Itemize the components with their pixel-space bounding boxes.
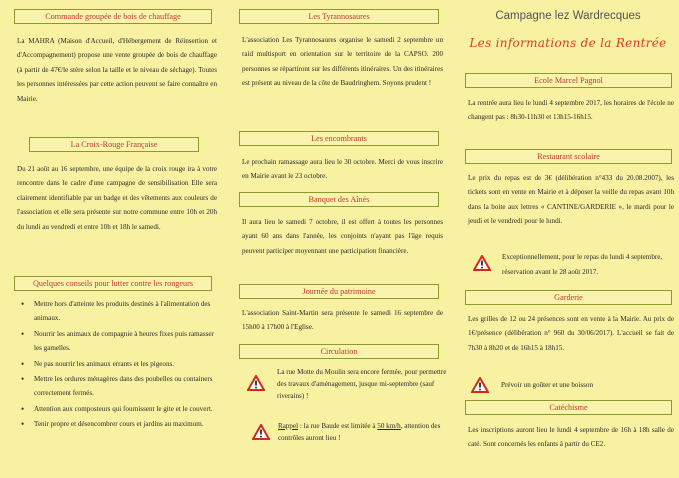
section-title-ecole: Ecole Marcel Pagnol [465,73,672,88]
section-text-catechisme: Les inscriptions auront lieu le lundi 4 septembre de 16h à 18h salle de caté. Sont concernés les enfants à partir du CE2. [468,426,674,449]
warning-icon [471,377,489,393]
restaurant-warning: Exceptionnellement, pour le repas du lundi 4 septembre, réservation avant le 28 août 2017. [502,253,663,276]
section-title-catechisme: Catéchisme [465,400,672,415]
circulation-warning-baude [278,420,448,444]
list-item: • Mettre hors d'atteinte les produits destinés à l'alimentation des animaux. [18,297,217,326]
rappel-label: Rappel [278,422,299,430]
rappel-text-a: : la rue Baude est limitée à [298,422,378,430]
section-text-banquet: Il aura lieu le samedi 7 octobre, il est offert à toutes les personnes ayant 60 ans dans l'année, les conjoints n'ayant pas l'âge requis peuvent participer moyennant une participation financière. [242,218,443,255]
section-title-croix-rouge: La Croix-Rouge Française [29,137,199,152]
column-left [0,0,226,478]
section-title-circulation: Circulation [239,344,439,359]
page-subtitle: Les informations de la Rentrée [469,36,667,50]
list-item: • Tenir propre et désencombrer cours et jardins au maximum. [18,417,217,431]
section-title-restaurant: Restaurant scolaire [465,149,672,164]
section-title-bois: Commande groupée de bois de chauffage [14,9,212,24]
warning-icon [247,375,265,391]
circulation-warning-motte: La rue Motte du Moulin sera encore fermée, pour permettre des travaux d'aménagement, jusque mi-septembre (sauf riverains) ! [277,368,447,400]
section-title-tyrannosaures: Les Tyrannosaures [239,9,439,24]
section-title-garderie: Garderie [465,290,672,305]
rongeurs-list [18,297,217,433]
section-title-patrimoine: Journée du patrimoine [239,284,439,299]
list-item: • Nourrir les animaux de compagnie à heures fixes puis ramasser les gamelles. [18,327,217,356]
rappel-text-b: , attention des contrôles auront lieu ! [278,422,441,442]
section-text-garderie: Les grilles de 12 ou 24 présences sont en vente à la Mairie. Au prix de 1€/présence (délibération n° 960 du 30/06/2017). L'accueil se fait de 7h30 à 8h20 et de 16h15 à 18h15. [468,315,674,352]
list-item: • Ne pas nourrir les animaux errants et les pigeons. [18,357,217,371]
section-text-croix-rouge: Du 21 août au 16 septembre, une équipe de la croix rouge ira à votre rencontre dans le cadre d'une campagne de sensibilisation Elle sera clairement identifiable par un badge et des vêtements aux couleurs de l'association et elle sera présente sur notre commune entre 10h et 20h du lundi au vendredi et entre 10h et 18h le samedi. [17,165,217,231]
page-title: Campagne lez Wardrecques [495,10,641,22]
garderie-warning: Prévoir un goûter et une boisson [501,381,594,389]
warning-icon [252,424,270,440]
list-item: • Attention aux composteurs qui fournissent le gite et le couvert. [18,402,217,416]
section-title-encombrants: Les encombrants [239,131,439,146]
section-text-encombrants: Le prochain ramassage aura lieu le 30 octobre. Merci de vous inscrire en Mairie avant le 23 octobre. [242,158,443,181]
section-text-tyrannosaures: L'association Les Tyrannosaures organise le samedi 2 septembre un raid multisport en orientation sur le territoire de la CAPSO. 200 personnes se répartiront sur les différents itinéraires. Un des itinéraires est présent au niveau de la côte de Baudringhem. Soyons prudent ! [242,36,443,88]
column-right [457,0,679,478]
section-title-rongeurs: Quelques conseils pour lutter contre les rongeurs [14,276,212,291]
section-title-banquet: Banquet des Aînés [239,192,439,207]
list-item: • Mettre les ordures ménagères dans des poubelles ou containers correctement fermés. [18,372,217,401]
section-text-patrimoine: L'association Saint-Martin sera présente le samedi 16 septembre de 15h00 à 17h00 à l'Eglise. [242,309,443,332]
speed-limit: 50 km/h [377,422,401,430]
section-text-ecole: La rentrée aura lieu le lundi 4 septembre 2017, les horaires de l'école ne changent pas : 8h30-11h30 et 13h15-16h15. [468,99,674,122]
warning-icon [473,255,491,271]
section-text-bois: La MAHRA (Maison d'Accueil, d'Hébergement de Réinsertion et d'Accompagnement) propose une vente groupée de bois de chauffage (à partir de 47€/le stère selon la taille et le niveau de séchage). Toutes les personnes intéressées par cette action peuvent se faire connaître en Mairie. [17,37,217,103]
column-middle [232,0,452,478]
section-text-restaurant: Le prix du repas est de 3€ (délibération n°433 du 20.08.2007), les tickets sont en vente en Mairie et à déposer la veille du repas avant 10h dans la boite aux lettres « CANTINE/GARDERIE », le mardi pour le jeudi et le vendredi pour le lundi. [468,174,674,226]
